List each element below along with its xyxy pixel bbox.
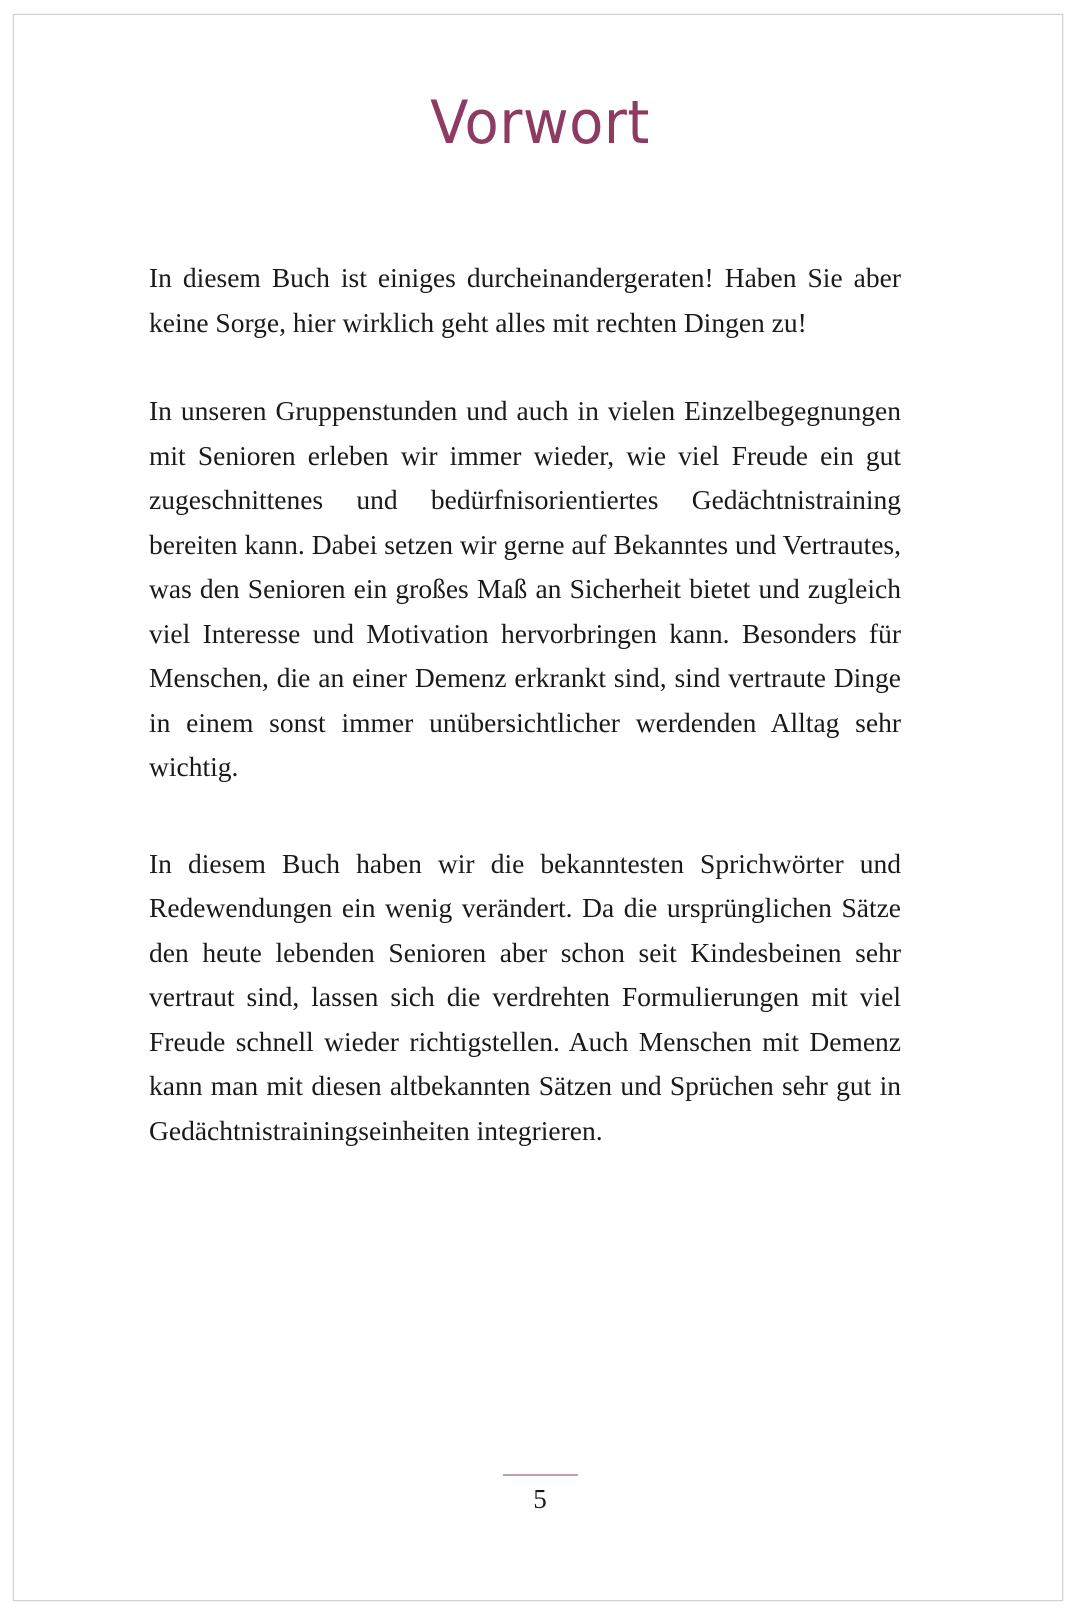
paragraph-2: In unseren Gruppenstunden und auch in vielen Einzelbegegnungen mit Senioren erleben wir immer wieder, wie viel Freude ein gut zugeschnittenes und bedürfnisorientiertes Gedächtnistraining bereiten kann. Dabei setzen wir gerne auf Bekanntes und Vertrautes, was den Senioren ein großes Maß an Sicherheit bietet und zugleich viel Interesse und Motivation hervorbringen kann. Besonders für Menschen, die an einer Demenz erkrankt sind, sind vertraute Dinge in einem sonst immer unübersichtlicher werdenden Alltag sehr wichtig. [149, 395, 901, 782]
page-number: 5 [533, 1484, 547, 1514]
paragraph-1: In diesem Buch ist einiges durcheinandergeraten! Haben Sie aber keine Sorge, hier wirklich geht alles mit rechten Dingen zu! [149, 262, 901, 338]
footer-divider-rule [503, 1474, 578, 1476]
page-footer [0, 1474, 1080, 1516]
paragraph-3: In diesem Buch haben wir die bekanntesten Sprichwörter und Redewendungen ein wenig verändert. Da die ursprünglichen Sätze den heute lebenden Senioren aber schon seit Kindesbeinen sehr vertraut sind, lassen sich die verdrehten Formulierungen mit viel Freude schnell wieder richtigstellen. Auch Menschen mit Demenz kann man mit diesen altbekannten Sätzen und Sprüchen sehr gut in Gedächtnistrainingseinheiten integrieren. [149, 847, 901, 1146]
page-title: Vorwort [430, 88, 650, 158]
body-text-block [149, 256, 901, 1153]
